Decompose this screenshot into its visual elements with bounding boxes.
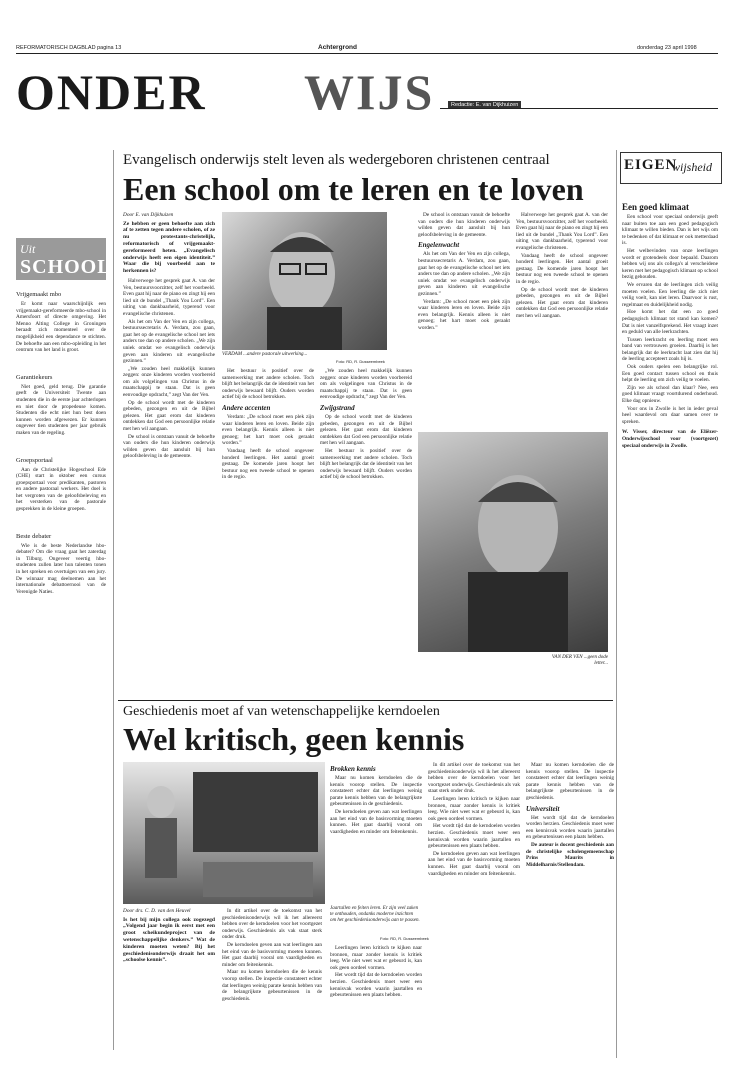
column-label-eigen: EIGEN — [624, 157, 678, 173]
portrait-illustration — [222, 212, 387, 350]
column-title: Een goed klimaat — [622, 202, 690, 212]
column-divider — [616, 150, 617, 1058]
article1-headline: Een school om te leren en te loven — [123, 171, 584, 207]
article2-paragraph: Maar nu komen kerndoelen die de kennis voorop stellen. De inspectie constateert echter dat leerlingen weinig parate kennis hebben van de belangrijkste gebeurtenissen in de geschiedenis. — [330, 775, 422, 808]
article2-paragraph: Leerlingen leren kritisch te kijken naar bronnen, maar zonder kennis is kritiek leeg. Wie niet weet wat er gebeurd is, kan ook geen oordeel vormen. — [428, 795, 520, 822]
article2-column-6 — [526, 762, 614, 1058]
sidebar-column — [16, 288, 106, 1058]
article2-paragraph: Maar nu komen kerndoelen die de kennis voorop stellen. De inspectie constateert echter dat leerlingen weinig parate kennis hebben van de belangrijkste gebeurtenissen in de geschiedenis. — [526, 762, 614, 801]
article2-column-5 — [428, 762, 520, 1058]
article1-column-3 — [320, 368, 412, 702]
article1-paragraph: Op de school wordt met de kinderen gebeden, gezongen en uit de Bijbel gelezen. Het gaat erom dat kinderen ontdekken dat God een persoonlijke relatie met hen wil aangaan. — [123, 399, 215, 433]
column-paragraph: Tussen leerkracht en leerling moet een band van vertrouwen groeien. Daarbij is het belangrijk dat de leerkracht laat zien dat hij de leerling accepteert zoals hij is. — [622, 336, 718, 363]
classroom-illustration — [123, 762, 325, 904]
article2-paragraph: De kerndoelen geven aan wat leerlingen aan het eind van de basisvorming moeten kunnen. Het gaat daarbij vooral om vaardigheden en minder om feitenkennis. — [428, 850, 520, 877]
article1-paragraph: „We zouden heel makkelijk kunnen zeggen: onze kinderen worden voorbereid om als volgelingen van Christus in de maatschappij te staan. Dat is geen eenvoudige opdracht,” zegt Van der Ven. — [123, 365, 215, 399]
article1-subhead: Engelenwacht — [418, 241, 460, 250]
article1-paragraph: Halverwege het gesprek gaat A. van der Ven, bestuursvoorzitter, zelf het voorbeeld. Even gaat hij naar de piano en zingt hij een lied uit de bundel „Thank You Lord”. Een uiting van dankbaarheid, typerend voor evangelische christenen. — [516, 212, 608, 251]
article1-paragraph: Op de school wordt met de kinderen gebeden, gezongen en uit de Bijbel gelezen. Het gaat erom dat kinderen ontdekken dat God een persoonlijke relatie met hen wil aangaan. — [320, 413, 412, 447]
article2-paragraph: Het wordt tijd dat de kerndoelen worden herzien. Geschiedenis moet weer een kennisvak worden waarin jaartallen en gebeurtenissen een plaats hebben. — [330, 972, 422, 999]
article1-column-4 — [418, 212, 510, 427]
article1-paragraph: De school is ontstaan vanuit de behoefte van ouders die hun kinderen onderwijs wilden geven dat aansluit bij hun geloofsbeleving in de gemeente. — [418, 212, 510, 238]
sidebar-item-text: Wie is de beste Nederlandse hbo-debater? Om die vraag gaat het zaterdag in Tilburg. Ongeveer veertig hbo-studenten zullen later hun talenten tonen in het spreken en overtuigen van een jury. De winnaar mag deelnemen aan het internationale debattoernooi van de Verenigde Naties. — [16, 542, 106, 595]
article2-photo-classroom — [123, 762, 325, 904]
article1-subhead: Zwijgstrand — [320, 403, 355, 412]
article2-paragraph: In dit artikel over de toekomst van het geschiedenisonderwijs wil ik het allereerst hebben over de kerndoelen voor het voortgezet onderwijs. Geschiedenis als vak staat sterk onder druk. — [222, 908, 322, 941]
article2-subhead: Universiteit — [526, 804, 560, 813]
article1-paragraph: De school is ontstaan vanuit de behoefte van ouders die hun kinderen onderwijs wilden geven dat aansluit bij hun geloofsbeleving in de gemeente. — [123, 433, 215, 460]
column-paragraph: Ook ouders spelen een belangrijke rol. Een goed contact tussen school en thuis helpt de leerling om zich veilig te voelen. — [622, 364, 718, 384]
article2-paragraph: Leerlingen leren kritisch te kijken naar bronnen, maar zonder kennis is kritiek leeg. Wie niet weet wat er gebeurd is, kan ook geen oordeel vormen. — [330, 945, 422, 971]
article2-paragraph: De kerndoelen geven aan wat leerlingen aan het eind van de basisvorming moeten kunnen. Het gaat daarbij vooral om vaardigheden en minder om feitenkennis. — [330, 808, 422, 835]
sidebar-item-text: Niet goed, geld terug. Die garantie geeft de Universiteit Twente aan studenten die in de eerste jaar achterlopen en niet door de propedeuse komen. Studenten die echt niet hun best doen kunnen worden afgewezen. Er kunnen ongeveer tien studenten per jaar gebruik maken van de regeling. — [16, 383, 106, 436]
article1-photo-van-der-ven — [418, 432, 608, 652]
article1-paragraph: Halverwege het gesprek gaat A. van der Ven, bestuursvoorzitter, zelf het voorbeeld. Even gaat hij naar de piano en zingt hij een lied uit de bundel „Thank You Lord”. Een uiting van dankbaarheid, typerend voor evangelische christenen. — [123, 277, 215, 317]
article2-column-3 — [330, 945, 422, 1058]
column-paragraph: Voor ons in Zwolle is het in ieder geval heel waardevol om daar samen over te spreken. — [622, 405, 718, 425]
article1-byline: Door E. van Dijkhuizen — [123, 212, 174, 218]
article1-paragraph: Als het om Van der Ven en zijn collega, bestuurssecretaris A. Verdam, zou gaan, gaat het op de evangelische school net iets anders toe dan op andere scholen. „We zijn uniek omdat we evangelisch onderwijs geven aan kinderen uit evangelische gezinnen.” — [123, 318, 215, 365]
column-paragraph: Zijn we als school dan klaar? Nee, een goed klimaat vraagt voortdurend onderhoud. Elke dag opnieuw. — [622, 384, 718, 405]
article2-subhead: Brokken kennis — [330, 765, 376, 773]
article2-photo-caption: Jaartallen en feiten leren. Er zijn veel zaken te onthouden, ondanks moderne inzichten om het geschiedenisonderwijs aan te passen. — [330, 906, 420, 923]
sidebar-item-title: Groepsportaal — [16, 456, 53, 464]
column-body — [622, 214, 718, 1058]
article-divider — [118, 700, 613, 701]
article2-kicker: Geschiedenis moet af van wetenschappelijke kerndoelen — [123, 704, 440, 719]
article2-paragraph: Het wordt tijd dat de kerndoelen worden herzien. Geschiedenis moet weer een kennisvak worden waarin jaartallen en gebeurtenissen een plaats hebben. — [428, 823, 520, 850]
sidebar-label-small: Uit — [20, 242, 36, 256]
article2-paragraph: De auteur is docent geschiedenis aan de christelijke scholengemeenschap Prins Maurits in Middelharnis/Stellendam. — [526, 841, 614, 868]
sidebar-item-text: Aan de Christelijke Hogeschool Ede (CHE) start in oktober een cursus groepsportaal voor predikanten, pastoren en andere pastoraal werkers. Het doel is het vergroten van de geloofsbeleving en het versterken van de pastorale gesprekken in de kleine groepen. — [16, 466, 106, 513]
article1-paragraph: Vandaag heeft de school ongeveer honderd leerlingen. Het aantal groeit gestaag. De komende jaren hoopt het bestuur nog een tweede school te openen in de regio. — [516, 252, 608, 285]
masthead-rule — [440, 108, 718, 109]
article1-column-1 — [123, 212, 215, 702]
article2-byline: Door drs. C. D. van den Heuvel — [123, 908, 191, 914]
article1-photo-caption: VERDAM ...andere pastorale uitwerking... — [222, 352, 308, 357]
article1-paragraph: Verdam: „De school moet een plek zijn waar kinderen leren en loven. Beide zijn even belangrijk. Kennis alleen is niet genoeg; het hart moet ook geraakt worden.” — [418, 298, 510, 331]
header-rule — [16, 53, 718, 54]
article1-photo2-caption: VAN DER VEN ...geen dode letter... — [551, 655, 608, 666]
sidebar-label-big: SCHOOL — [20, 256, 112, 278]
article1-column-2 — [222, 368, 314, 702]
article1-subhead: Andere accenten — [222, 403, 271, 412]
sidebar-item-title: Garantiekeurs — [16, 373, 53, 381]
sidebar-item-title: Beste debater — [16, 532, 52, 540]
article2-column-1 — [123, 908, 215, 1058]
article1-kicker: Evangelisch onderwijs stelt leven als wedergeboren christenen centraal — [123, 152, 550, 168]
masthead-title-left: ONDER — [16, 64, 207, 120]
article1-paragraph: Als het om Van der Ven en zijn collega, bestuurssecretaris A. Verdam, zou gaan, gaat het op de evangelische school net iets anders toe dan op andere scholen. „We zijn uniek omdat we evangelisch onderwijs geven aan kinderen uit evangelische gezinnen.” — [418, 251, 510, 297]
column-label-rest: wijsheid — [672, 160, 713, 174]
column-author: W. Visser, directeur van de Eliëzer-Onderwijsschool voor (voortgezet) speciaal onderwijs in Zwolle. — [622, 429, 718, 449]
article1-photo-credit: Foto: RD, R. Dusseembeek — [336, 359, 385, 364]
paper-name: REFORMATORISCH DAGBLAD pagina 13 — [16, 45, 122, 51]
article2-paragraph: In dit artikel over de toekomst van het geschiedenisonderwijs wil ik het allereerst hebben over de kerndoelen voor het voortgezet onderwijs. Geschiedenis als vak staat sterk onder druk. — [428, 762, 520, 795]
sidebar-item-title: Vrijgemaakt mbo — [16, 291, 62, 298]
article1-paragraph: „We zouden heel makkelijk kunnen zeggen: onze kinderen worden voorbereid om als volgelingen van Christus in de maatschappij te staan. Dat is geen eenvoudige opdracht,” zegt Van der Ven. — [320, 368, 412, 401]
column-paragraph: We ervaren dat de leerlingen zich veilig moeten voelen. Een leerling die zich niet veilig voelt, kan niet leren. Daarvoor is rust, regelmaat en duidelijkheid nodig. — [622, 281, 718, 308]
article2-lead: Is het bij mijn collega ook zogezegd „Volgend jaar begin ik eerst met een groot scheikundeproject van de wetenschappelijke denkers.” Wat de kinderen moeten weten? Bij het geschiedenisonderwijs draait het om „schoolse kennis”. — [123, 916, 215, 964]
portrait-illustration — [418, 432, 608, 652]
article1-paragraph: Het bestuur is positief over de samenwerking met andere scholen. Toch blijft het belangrijk dat de identiteit van het onderwijs bewaard blijft. Ouders worden actief bij de school betrokken. — [320, 447, 412, 481]
column-paragraph: Hoe komt het dat een zo goed pedagogisch klimaat tot stand kan komen? Dat is niet vanzelfsprekend. Het vraagt inzet en geduld van alle leerkrachten. — [622, 309, 718, 336]
article1-lead: Ze hebben er geen behoefte aan zich af te zetten tegen andere scholen, of ze nu protestants-christelijk, reformatorisch of vrijgemaakt-gereformeerd heten. „Evangelisch onderwijs heeft een eigen identiteit.” Waar die bij voorbeeld aan te herkennen is? — [123, 220, 215, 275]
article2-column-4 — [330, 762, 422, 902]
article2-paragraph: Het wordt tijd dat de kerndoelen worden herzien. Geschiedenis moet weer een kennisvak worden waarin jaartallen en gebeurtenissen een plaats hebben. — [526, 814, 614, 841]
sidebar-item-text: Er komt naar waarschijnlijk een vrijgemaakt-gereformeerde mbo-school in Amersfoort of directe omgeving. Het Menno Alting College in Groningen beraadt zich momenteel over de mogelijkheid een dependance te stichten. De behoefte aan een mbo-opleiding in het centrum van het land is groot. — [16, 301, 106, 354]
article2-photo-credit: Foto: RD, R. Dusseembeek — [380, 936, 429, 941]
editor-credit: Redactie: E. van Dijkhuizen — [448, 101, 521, 109]
column-paragraph: Het welbevinden van onze leerlingen wordt er grotendeels door bepaald. Daarom hebben wij ons als collega's al verscheidene keren met het pedagogisch klimaat op school bezig gehouden. — [622, 247, 718, 281]
section-name: Achtergrond — [318, 44, 357, 51]
article2-paragraph: Maar nu komen kerndoelen die de kennis voorop stellen. De inspectie constateert echter dat leerlingen weinig parate kennis hebben van de belangrijkste gebeurtenissen in de geschiedenis. — [222, 969, 322, 1002]
article1-photo-verdam — [222, 212, 387, 350]
article2-headline: Wel kritisch, geen kennis — [123, 721, 465, 757]
column-paragraph: Een school voor speciaal onderwijs geeft naar buiten toe aan een goed pedagogisch klimaat te willen bieden. Dan is het wijs om te bedenken of dat klimaat er ook metterdaad is. — [622, 214, 718, 247]
article1-paragraph: Het bestuur is positief over de samenwerking met andere scholen. Toch blijft het belangrijk dat de identiteit van het onderwijs bewaard blijft. Ouders worden actief bij de school betrokken. — [222, 368, 314, 401]
sidebar-divider — [113, 150, 114, 1050]
page-date: donderdag 23 april 1998 — [637, 45, 697, 51]
article2-column-2 — [222, 908, 322, 1058]
article1-paragraph: Verdam: „De school moet een plek zijn waar kinderen leren en loven. Beide zijn even belangrijk. Kennis alleen is niet genoeg; het hart moet ook geraakt worden.” — [222, 413, 314, 447]
article1-paragraph: Vandaag heeft de school ongeveer honderd leerlingen. Het aantal groeit gestaag. De komende jaren hoopt het bestuur nog een tweede school te openen in de regio. — [222, 447, 314, 481]
article1-paragraph: Op de school wordt met de kinderen gebeden, gezongen en uit de Bijbel gelezen. Het gaat erom dat kinderen ontdekken dat God een persoonlijke relatie met hen wil aangaan. — [516, 286, 608, 319]
article1-column-5 — [516, 212, 608, 427]
masthead-title-right: WIJS — [304, 64, 435, 120]
article2-paragraph: De kerndoelen geven aan wat leerlingen aan het eind van de basisvorming moeten kunnen. Het gaat daarbij vooral om vaardigheden en minder om feitenkennis. — [222, 941, 322, 968]
